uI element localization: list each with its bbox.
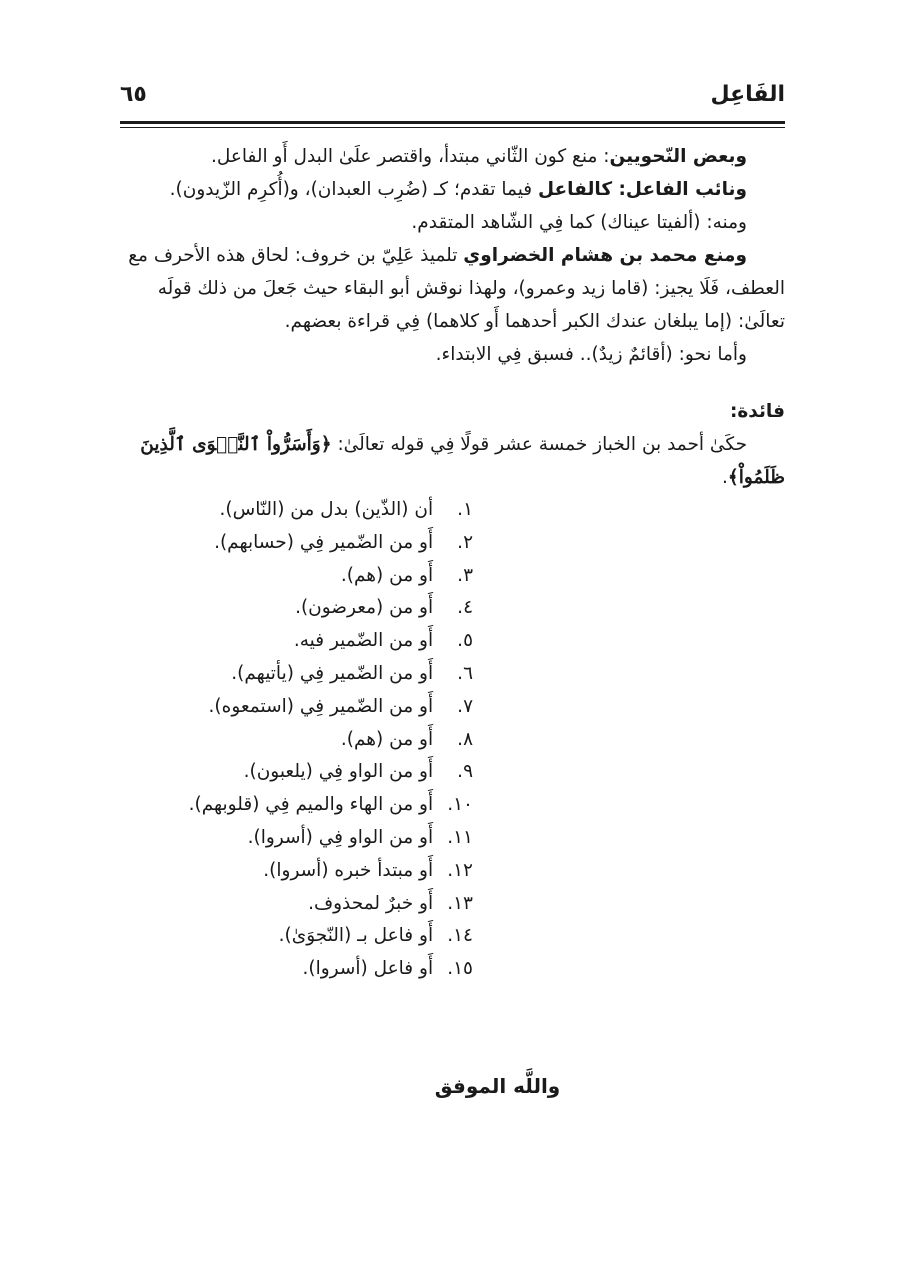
paragraph-lead: ومنع محمد بن هشام الخضراوي bbox=[463, 245, 747, 266]
section-gap bbox=[120, 371, 785, 395]
list-item-text: أَو من الواو فِي (أسروا). bbox=[247, 826, 434, 848]
list-item bbox=[120, 527, 473, 560]
list-item-text: أن (الذّين) بدل من (النّاس). bbox=[219, 499, 434, 520]
list-item-number: ١٢. bbox=[447, 859, 473, 881]
faida-title: فائدة: bbox=[729, 401, 785, 422]
list-item-text: أَو من الضّمير فِي (يأتيهم). bbox=[231, 662, 434, 684]
list-item-text: أَو من (معرضون). bbox=[295, 597, 434, 619]
header-rule-thick bbox=[120, 121, 785, 124]
list-item bbox=[120, 822, 473, 855]
list-item-number: ١. bbox=[457, 499, 473, 520]
faida-intro-end: . bbox=[722, 467, 728, 488]
list-item bbox=[120, 494, 473, 527]
list-item bbox=[120, 625, 473, 658]
list-item bbox=[120, 560, 473, 593]
paragraph-text: فيما تقدم؛ كـ (ضُرِب العبدان)، و(أُكرِم الزّيدون). bbox=[169, 179, 539, 200]
list-item-number: ٨. bbox=[457, 728, 473, 750]
list-item-number: ١٤. bbox=[447, 925, 473, 947]
list-item-number: ٦. bbox=[457, 662, 473, 684]
page-body bbox=[120, 140, 785, 986]
list-item-text: أَو خبرٌ لمحذوف. bbox=[308, 892, 434, 914]
list-item bbox=[120, 691, 473, 724]
list-item-text: أَو من الضّمير فِي (استمعوه). bbox=[208, 695, 434, 717]
list-item-text: أَو من الضّمير فيه. bbox=[293, 630, 434, 652]
paragraph-text: ومنه: (ألفيتا عيناك) كما فِي الشّاهد المتقدم. bbox=[411, 212, 747, 233]
header-rule-thin bbox=[120, 127, 785, 128]
list-item-text: أَو فاعل بـ (النّجوَىٰ). bbox=[278, 925, 434, 947]
list-item-number: ١٥. bbox=[447, 958, 473, 980]
page-header bbox=[120, 82, 785, 118]
page-number: ٦٥ bbox=[120, 82, 147, 107]
faida-intro bbox=[120, 428, 785, 494]
list-item-number: ١٣. bbox=[447, 892, 473, 914]
list-item-number: ١٠. bbox=[447, 794, 473, 816]
list-item-number: ٣. bbox=[457, 564, 473, 586]
list-item-text: أَو فاعل (أسروا). bbox=[302, 958, 434, 980]
list-item-text: أَو من (هم). bbox=[340, 564, 434, 586]
paragraph bbox=[120, 338, 785, 371]
paragraph bbox=[120, 173, 785, 206]
paragraph-text: تلميذ عَلِيّ بن خروف: لحاق هذه الأحرف مع العطف، فَلَا يجيز: (قاما زيد وعمرو)، ولهذا نوقش أبو البقاء حيث جَعلَ من ذلك قولَه تعالَىٰ: (إما يبلغان عندك الكبر أحدهما أَو كلاهما) فِي قراءة بعضهم. bbox=[128, 245, 785, 332]
list-item-number: ١١. bbox=[447, 826, 473, 848]
faida-intro-text: حكَىٰ أحمد بن الخباز خمسة عشر قولًا فِي قوله تعالَىٰ: bbox=[331, 434, 747, 455]
list-item-text: أَو من الهاء والميم فِي (قلوبهم). bbox=[188, 794, 434, 816]
list-item bbox=[120, 888, 473, 921]
list-item bbox=[120, 756, 473, 789]
closing-phrase: واللَّه الموفق bbox=[434, 1074, 561, 1098]
list-item-text: أَو من الضّمير فِي (حسابهم). bbox=[214, 531, 434, 553]
list-item-text: أَو من الواو فِي (يلعبون). bbox=[243, 761, 434, 783]
list-item bbox=[120, 855, 473, 888]
paragraph bbox=[120, 206, 785, 239]
list-item-number: ٤. bbox=[457, 597, 473, 619]
paragraph-text: : منع كون الثّاني مبتدأ، واقتصر علَىٰ البدل أَو الفاعل. bbox=[210, 146, 610, 167]
paragraph bbox=[120, 239, 785, 338]
list-item bbox=[120, 724, 473, 757]
list-item bbox=[120, 592, 473, 625]
list-item-number: ٢. bbox=[457, 531, 473, 553]
list-item-number: ٩. bbox=[457, 761, 473, 783]
paragraph-lead: ونائب الفاعل: كالفاعل bbox=[538, 179, 747, 200]
list-item-text: أَو من (هم). bbox=[340, 728, 434, 750]
paragraph bbox=[120, 140, 785, 173]
list-item bbox=[120, 953, 473, 986]
list-item bbox=[120, 920, 473, 953]
paragraph-lead: وبعض النّحويين bbox=[609, 146, 747, 167]
running-title: الفَاعِل bbox=[710, 82, 785, 107]
list-item-number: ٥. bbox=[457, 630, 473, 652]
list-item bbox=[120, 658, 473, 691]
opinions-list bbox=[120, 494, 785, 986]
paragraph-text: وأما نحو: (أقائمٌ زيدٌ).. فسبق فِي الابتداء. bbox=[435, 344, 747, 365]
quran-verse: ﴿وَأَسَرُّواْ ٱلنَّجۡوَى ٱلَّذِينَ ظَلَمُواْ﴾ bbox=[140, 434, 785, 488]
list-item-number: ٧. bbox=[457, 695, 473, 717]
list-item-text: أَو مبتدأ خبره (أسروا). bbox=[263, 859, 434, 881]
list-item bbox=[120, 789, 473, 822]
